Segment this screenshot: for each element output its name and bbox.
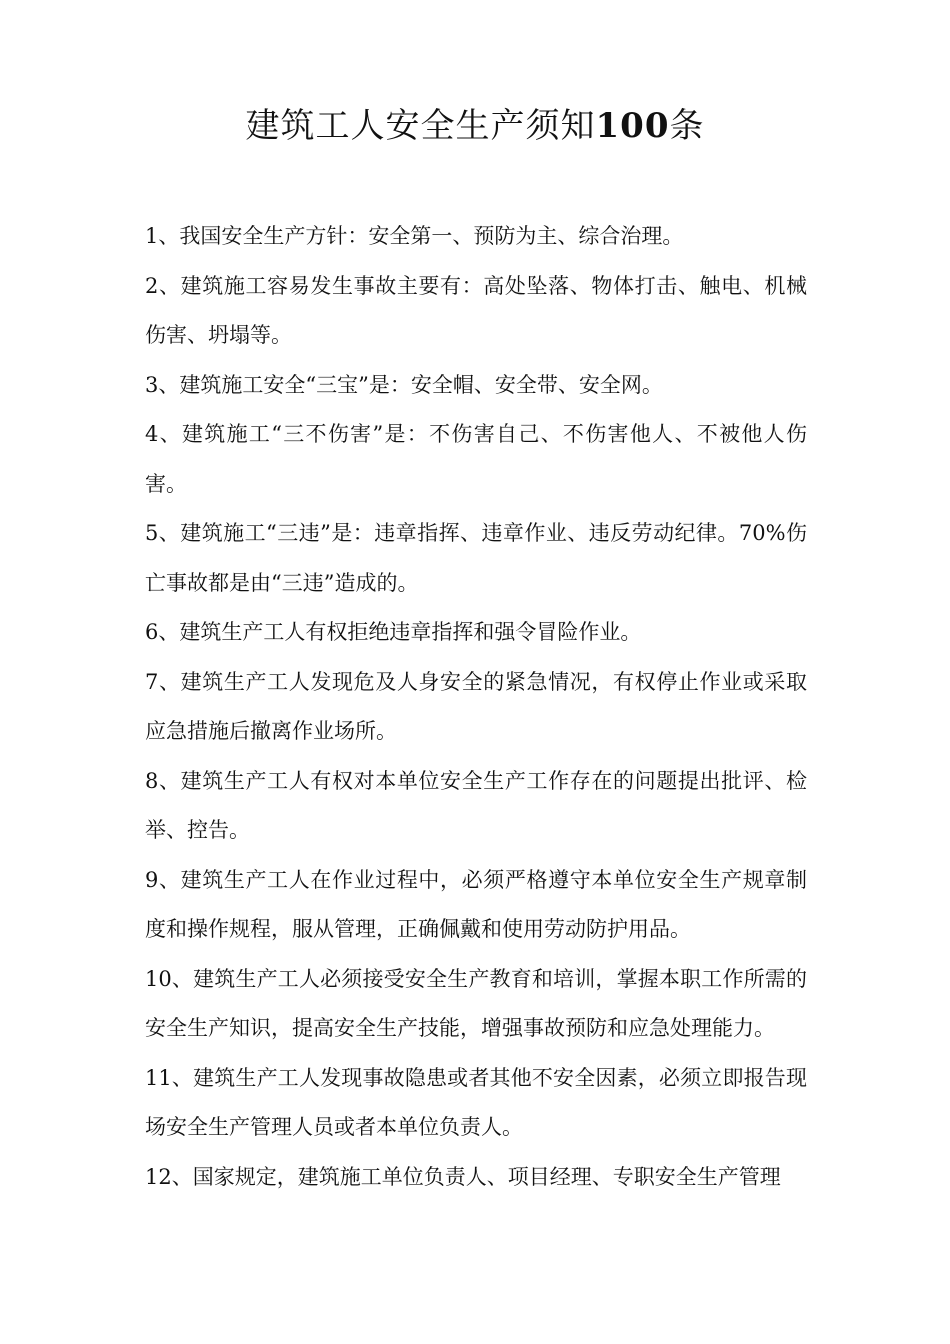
paragraph-item-5: 5、建筑施工“三违”是：违章指挥、违章作业、违反劳动纪律。70%伤亡事故都是由“三违”造成的。: [145, 521, 807, 595]
paragraph-item-4: 4、建筑施工“三不伤害”是：不伤害自己、不伤害他人、不被他人伤害。: [145, 422, 807, 496]
title-suffix: 条: [669, 106, 705, 146]
document-body: [145, 212, 807, 1202]
paragraph-item-12: 12、国家规定，建筑施工单位负责人、项目经理、专职安全生产管理: [145, 1164, 781, 1189]
title-number: 100: [595, 106, 670, 146]
paragraph-item-11: 11、建筑生产工人发现事故隐患或者其他不安全因素，必须立即报告现场安全生产管理人员或者本单位负责人。: [145, 1065, 807, 1139]
title-text: 建筑工人安全生产须知: [245, 106, 596, 146]
paragraph-item-1: 1、我国安全生产方针：安全第一、预防为主、综合治理。: [145, 224, 684, 248]
paragraph-item-7: 7、建筑生产工人发现危及人身安全的紧急情况，有权停止作业或采取应急措施后撤离作业场所。: [145, 669, 807, 743]
paragraph-item-8: 8、建筑生产工人有权对本单位安全生产工作存在的问题提出批评、检举、控告。: [145, 768, 807, 842]
paragraph-item-9: 9、建筑生产工人在作业过程中，必须严格遵守本单位安全生产规章制度和操作规程，服从管理，正确佩戴和使用劳动防护用品。: [145, 867, 807, 941]
page-title: [0, 100, 950, 152]
paragraph-item-2: 2、建筑施工容易发生事故主要有：高处坠落、物体打击、触电、机械伤害、坍塌等。: [145, 273, 807, 347]
paragraph-item-10: 10、建筑生产工人必须接受安全生产教育和培训，掌握本职工作所需的安全生产知识，提高安全生产技能，增强事故预防和应急处理能力。: [145, 966, 807, 1040]
paragraph-item-6: 6、建筑生产工人有权拒绝违章指挥和强令冒险作业。: [145, 620, 642, 644]
paragraph-item-3: 3、建筑施工安全“三宝”是：安全帽、安全带、安全网。: [145, 372, 663, 397]
